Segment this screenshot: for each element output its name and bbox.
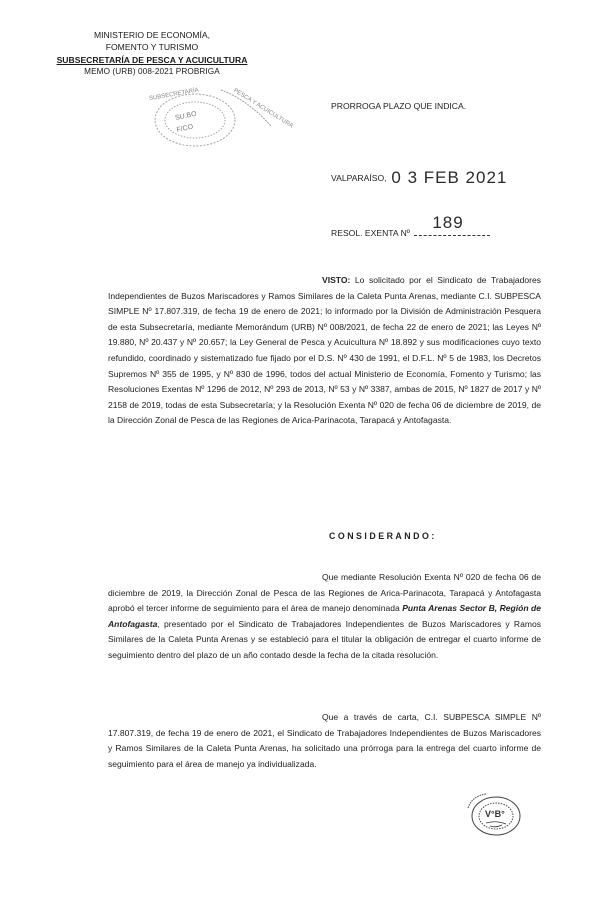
resolution-label: RESOL. EXENTA Nº [331,228,410,238]
cons1-text-b: , presentado por el Sindicato de Trabajadores Independientes de Buzos Mariscadores y Ramos Similares de la Caleta Punta Arenas y se estableció para el titular la obligación de entregar el cuarto informe de seguimiento dentro del plazo de un año contado desde la fecha de la citada resolución. [108,618,541,660]
visto-paragraph [108,273,541,429]
document-subject: PRORROGA PLAZO QUE INDICA. [331,101,467,111]
stamped-date: 0 3 FEB 2021 [391,168,508,187]
svg-text:F/CO: F/CO [176,123,194,134]
official-seal-stamp [143,82,294,154]
visto-text: Lo solicitado por el Sindicato de Trabajadores Independientes de Buzos Mariscadores y Ramos Similares de la Caleta Punta Arenas, mediante C.I. SUBPESCA SIMPLE Nº 17.807.319, de fecha 19 de enero de 2021; lo informado por la División de Administración Pesquera de esta Subsecretaría, mediante Memorándum (URB) Nº 008/2021, de fecha 22 de enero de 2021; las Leyes Nº 19.880, Nº 20.437 y Nº 20.657; la Ley General de Pesca y Acuicultura Nº 18.892 y sus modificaciones cuyo texto refundido, coordinado y sistematizado fue fijado por el D.S. Nº 430 de 1991, el D.F.L. Nº 5 de 1983, los Decretos Supremos Nº 355 de 1995, y Nº 830 de 1996, todos del actual Ministerio de Economía, Fomento y Turismo; las Resoluciones Exentas Nº 1296 de 2012, Nº 293 de 2013, Nº 53 y Nº 3387, ambas de 2015, Nº 1827 de 2017 y Nº 2158 de 2019, todas de esta Subsecretaría; y la Resolución Exenta Nº 020 de fecha 06 de diciembre de 2019, de la Dirección Zonal de Pesca de las Regiones de Arica-Parinacota, Tarapacá y Antofagasta. [108,275,541,426]
considerando-paragraph-2 [108,710,541,772]
letterhead [52,29,252,79]
approval-vb-stamp [464,790,528,840]
considerando-heading: CONSIDERANDO: [329,531,437,541]
resolution-number-line [331,213,490,238]
resolution-number-field [414,213,490,236]
svg-text:SU.BO: SU.BO [174,110,198,122]
cons2-text: Que a través de carta, C.I. SUBPESCA SIMPLE Nº 17.807.319, de fecha 19 de enero de 2021, el Sindicato de Trabajadores Independientes de Buzos Mariscadores y Ramos Similares de la Caleta Punta Arenas, ha solicitado una prórroga para la entrega del cuarto informe de seguimiento para el área de manejo ya individualizada. [108,712,541,769]
cons1-text-a: Que mediante Resolución Exenta Nº 020 de fecha 06 de diciembre de 2019, la Dirección Zonal de Pesca de las Regiones de Arica-Parinacota, Tarapacá y Antofagasta aprobó el tercer informe de seguimiento para el área de manejo denominada [108,572,541,614]
subsecretaria-line: SUBSECRETARÍA DE PESCA Y ACUICULTURA [56,54,248,65]
svg-text:PESCA Y ACUICULTURA: PESCA Y ACUICULTURA [232,87,294,130]
resolution-number: 189 [432,213,464,232]
considerando-paragraph-1 [108,570,541,664]
memo-reference: MEMO (URB) 008-2021 PROBRIGA [84,67,220,77]
svg-text:V°B°: V°B° [485,809,505,819]
ministry-line: MINISTERIO DE ECONOMÍA, [93,30,211,40]
place-date-line [331,166,507,186]
area-name: Punta Arenas Sector B, Región de Antofagasta [108,603,541,629]
svg-text:SUBSECRETARÍA: SUBSECRETARÍA [148,87,200,103]
ministry-line-2: FOMENTO Y TURISMO [105,42,199,53]
visto-heading: VISTO: [322,275,351,285]
city-label: VALPARAÍSO, [331,173,387,183]
